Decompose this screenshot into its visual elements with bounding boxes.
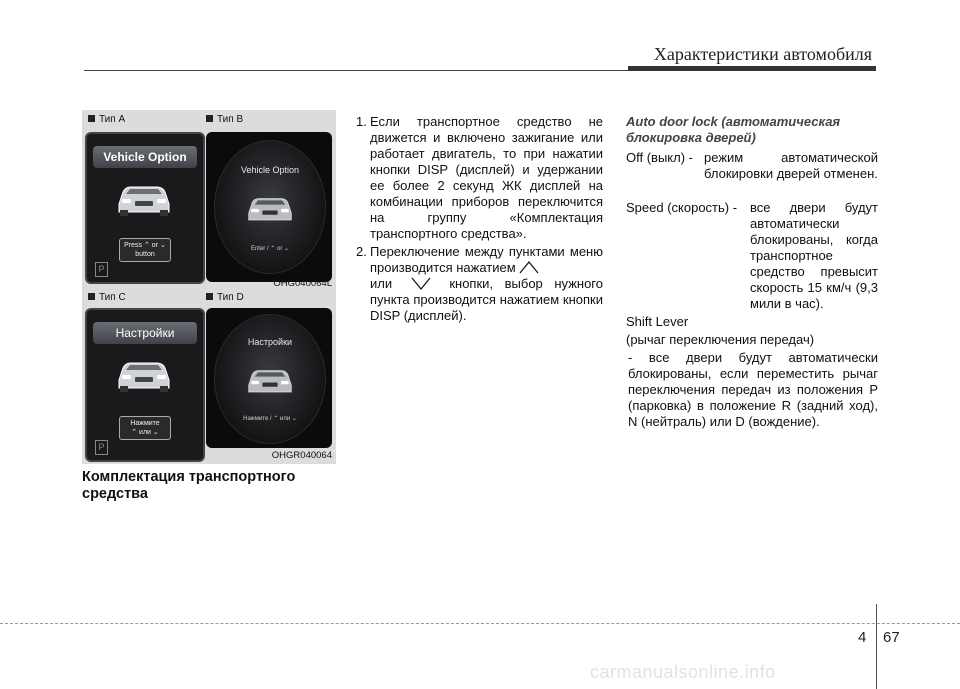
option-off: [626, 150, 878, 198]
caption-type-b: Тип B: [206, 114, 243, 125]
section-title: Комплектация транспортного средства: [82, 469, 296, 502]
shift-lever-desc: - все двери будут автоматически блокированы, если переместить рычаг переключения передач из положения P (парковка) в положение R (задний ход), N (нейтраль) или D (вождение).: [628, 350, 878, 429]
caption-type-a: Тип A: [88, 114, 125, 125]
option-speed-term: Speed (скорость) -: [626, 200, 738, 215]
screen-type-b: [206, 132, 332, 282]
screen-b-title: Vehicle Option: [240, 165, 300, 175]
car-icon: [113, 178, 175, 218]
gear-indicator: P: [95, 262, 108, 277]
chevron-up-icon: [519, 261, 539, 274]
gear-indicator: P: [95, 440, 108, 455]
screen-a-title: Vehicle Option: [93, 146, 197, 168]
footer-rule: [0, 623, 960, 624]
square-bullet-icon: [88, 115, 95, 122]
caption-type-d: Тип D: [206, 292, 244, 303]
screen-b-hint: Enter / ⌃ or ⌄: [250, 246, 290, 252]
car-icon: [243, 191, 297, 225]
square-bullet-icon: [206, 115, 213, 122]
footer-divider: [876, 604, 877, 689]
door-lock-column: [626, 114, 878, 430]
instruction-number: 2.: [356, 244, 367, 259]
screen-b-oval: [214, 140, 326, 274]
figure-code-bottom: OHGR040064: [271, 450, 332, 461]
chapter-number: 4: [858, 629, 867, 646]
instruction-1: [356, 114, 603, 242]
instruction-or: или: [370, 276, 393, 291]
section-header-title: Характеристики автомобиля: [653, 44, 872, 64]
car-icon: [113, 354, 175, 394]
door-lock-heading: Auto door lock (автоматическая блокировка дверей): [626, 114, 841, 145]
instructions-column: [356, 114, 603, 324]
option-speed: [626, 200, 878, 311]
chevron-down-icon: [408, 277, 434, 290]
instruction-2: [356, 244, 603, 324]
caption-type-c: Тип C: [88, 292, 126, 303]
screen-type-a: [85, 132, 205, 284]
car-icon: [243, 363, 297, 397]
instruction-text: Переключение между пунктами меню производится нажатием: [370, 244, 603, 275]
cluster-figure: [82, 110, 336, 464]
instruction-text-cont: кнопки, выбор нужного пункта производится нажатием кнопки DISP (дисплей).: [370, 276, 603, 323]
option-off-term: Off (выкл) -: [626, 150, 693, 165]
square-bullet-icon: [206, 293, 213, 300]
screen-d-hint: Нажмите / ⌃ или ⌄: [243, 416, 297, 422]
header-rule-bold: [628, 66, 876, 71]
screen-a-button-hint: Press ⌃ or ⌄ button: [119, 238, 171, 262]
screen-d-oval: [214, 314, 326, 444]
screen-d-title: Настройки: [247, 337, 293, 347]
option-off-desc: режим автоматической блокировки дверей отменен.: [704, 150, 878, 181]
shift-lever-subtitle: (рычаг переключения передач): [626, 332, 815, 347]
page-number: 67: [883, 629, 900, 646]
option-speed-desc: все двери будут автоматически блокированы, когда транспортное средство превысит скорость 15 км/ч (9,3 мили в час).: [750, 200, 878, 311]
screen-c-title: Настройки: [93, 322, 197, 344]
screen-c-button-hint: Нажмите ⌃ или ⌄: [119, 416, 171, 440]
screen-type-c: [85, 308, 205, 462]
instruction-text: Если транспортное средство не движется и включено зажигание или работает двигатель, то при нажатии кнопки DISP (дисплей) и удержании ее более 2 секунд ЖК дисплей на комбинации приборов переключится на группу «Комплектация транспортного средства».: [370, 114, 603, 241]
watermark: carmanualsonline.info: [590, 662, 776, 682]
figure-code-top: OHG040064L: [273, 278, 332, 289]
square-bullet-icon: [88, 293, 95, 300]
shift-lever-title: Shift Lever: [626, 314, 689, 329]
instruction-number: 1.: [356, 114, 367, 129]
screen-type-d: [206, 308, 332, 448]
